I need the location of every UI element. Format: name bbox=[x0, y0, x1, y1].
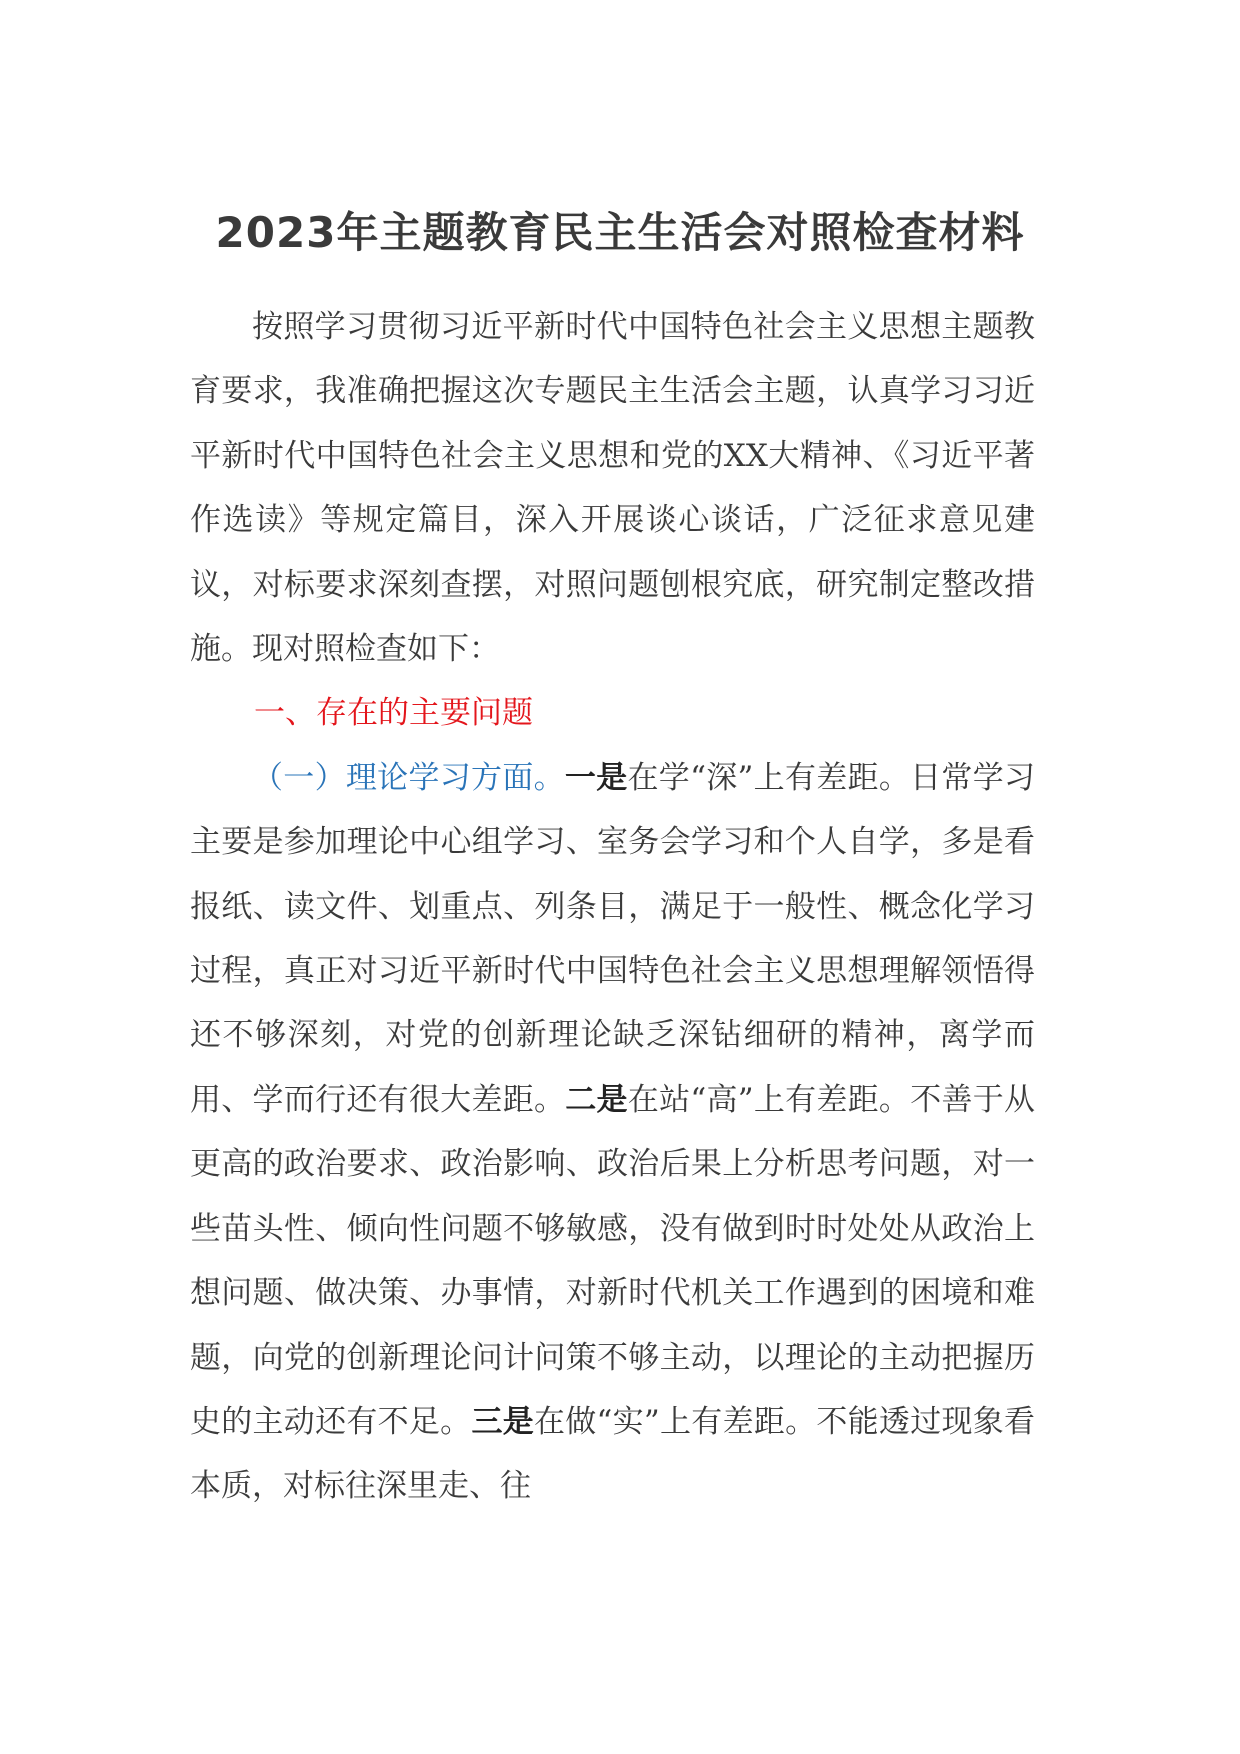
intro-paragraph: 按照学习贯彻习近平新时代中国特色社会主义思想主题教育要求，我准确把握这次专题民主生活会主题，认真学习习近平新时代中国特色社会主义思想和党的XX大精神、《习近平著作选读》等规定篇目，深入开展谈心谈话，广泛征求意见建议，对标要求深刻查摆，对照问题刨根究底，研究制定整改措施。现对照检查如下： bbox=[190, 309, 1035, 668]
theory-study-paragraph bbox=[190, 746, 1035, 1519]
point-label-3: 三是 bbox=[471, 1403, 534, 1440]
point-text-3: 在做“实”上有差距。不能透过现象看本质，对标往深里走、往 bbox=[190, 1403, 1036, 1505]
point-label-2: 二是 bbox=[565, 1081, 628, 1118]
section-heading-main-problems: 一、存在的主要问题 bbox=[254, 695, 533, 732]
point-label-1: 一是 bbox=[564, 759, 628, 796]
point-text-2: 在站“高”上有差距。不善于从更高的政治要求、政治影响、政治后果上分析思考问题，对一些苗头性、倾向性问题不够敏感，没有做到时时处处从政治上想问题、做决策、办事情，对新时代机关工作遇到的困境和难题，向党的创新理论问计问策不够主动，以理论的主动把握历史的主动还有不足。 bbox=[190, 1081, 1036, 1440]
point-text-1: 在学“深”上有差距。日常学习主要是参加理论中心组学习、室务会学习和个人自学，多是看报纸、读文件、划重点、列条目，满足于一般性、概念化学习过程，真正对习近平新时代中国特色社会主义思想理解领悟得还不够深刻，对党的创新理论缺乏深钻细研的精神，离学而用、学而行还有很大差距。 bbox=[190, 759, 1036, 1118]
sub-heading-theory-study: （一）理论学习方面。 bbox=[252, 759, 565, 796]
document-title: 2023年主题教育民主生活会对照检查材料 bbox=[215, 208, 1025, 257]
document-body bbox=[190, 295, 1035, 1519]
